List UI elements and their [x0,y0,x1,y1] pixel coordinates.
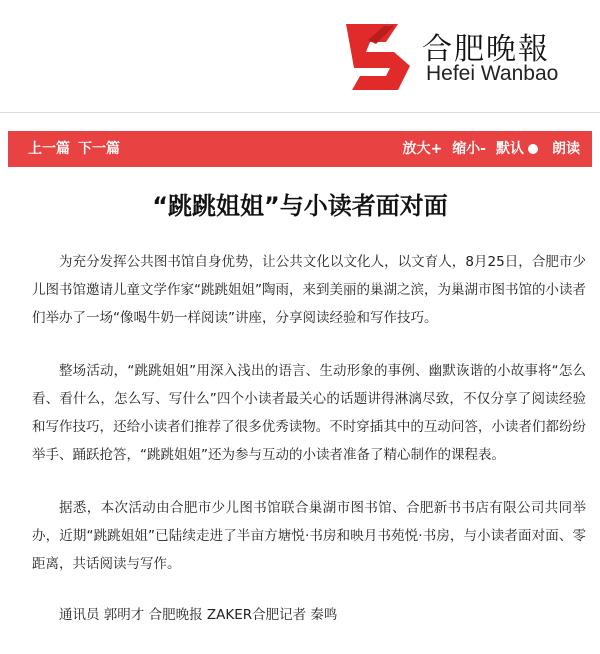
default-size-button[interactable] [496,131,542,167]
previous-article-link[interactable]: 上一篇 [28,141,70,157]
next-article-link[interactable]: 下一篇 [78,141,120,157]
default-size-label: 默认 [496,141,524,157]
site-header [0,0,600,113]
radio-dot-icon [528,144,538,154]
zoom-in-button[interactable]: 放大+ [402,141,443,157]
article-pagination [28,131,120,167]
article-paragraph-3: 据悉，本次活动由合肥市少儿图书馆联合巢湖市图书馆、合肥新书书店有限公司共同举办，近期“跳跳姐姐”已陆续走进了半亩方塘悦·书房和映月书苑悦·书房，与小读者面对面、零距离，共话阅读与写作。 [32,500,586,572]
article-paragraph-1: 为充分发挥公共图书馆自身优势，让公共文化以文化人，以文育人，8月25日，合肥市少儿图书馆邀请儿童文学作家“跳跳姐姐”陶雨，来到美丽的巢湖之滨，为巢湖市图书馆的小读者们举办了一场“像喝牛奶一样阅读”讲座，分享阅读经验和写作技巧。 [32,254,586,326]
read-aloud-button[interactable]: 朗读 [552,141,580,157]
article-paragraph-2: 整场活动，“跳跳姐姐”用深入浅出的语言、生动形象的事例、幽默诙谐的小故事将“怎么看、看什么，怎么写、写什么”四个小读者最关心的话题讲得淋漓尽致，不仅分享了阅读经验和写作技巧，还给小读者们推荐了很多优秀读物。不时穿插其中的互动问答，小读者们都纷纷举手、踊跃抢答，“跳跳姐姐”还为参与互动的小读者准备了精心制作的课程表。 [32,363,586,463]
article-byline: 通讯员 郭明才 合肥晚报 ZAKER合肥记者 秦鸣 [59,607,338,623]
article-body [32,248,586,654]
logo-mark-icon [340,18,416,98]
site-logo[interactable] [340,18,590,98]
text-controls [402,131,580,167]
article-toolbar [8,131,592,167]
article-title: “跳跳姐姐”与小读者面对面 [152,192,448,220]
logo-english-name: Hefei Wanbao [426,62,559,85]
logo-chinese-name: 合肥晚報 [422,32,550,67]
zoom-out-button[interactable]: 缩小- [452,141,486,157]
